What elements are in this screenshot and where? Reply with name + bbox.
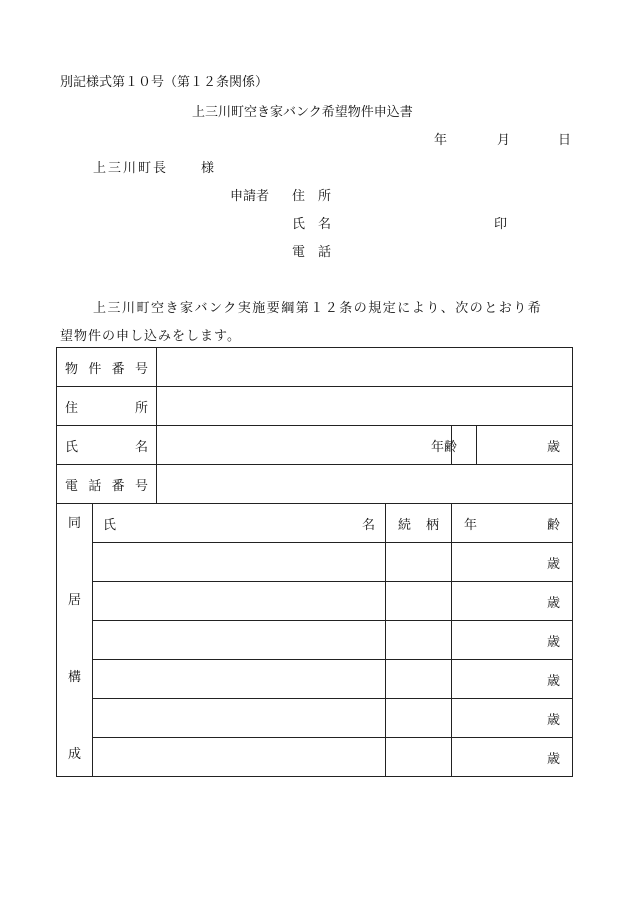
household-age-char: 齢 bbox=[547, 517, 561, 533]
household-relation-field[interactable] bbox=[386, 738, 452, 777]
applicant-name-label: 氏 名 bbox=[292, 217, 332, 232]
row-address bbox=[57, 387, 573, 426]
household-name-field[interactable] bbox=[93, 621, 386, 660]
address-char: 住 bbox=[65, 400, 79, 416]
household-name-field[interactable] bbox=[93, 660, 386, 699]
household-age-field[interactable]: 歳 bbox=[452, 543, 573, 582]
date-day: 日 bbox=[558, 133, 572, 148]
household-char: 成 bbox=[67, 747, 81, 762]
household-row bbox=[57, 621, 573, 660]
address-field[interactable] bbox=[157, 387, 573, 426]
form-reference: 別記様式第１０号（第１２条関係） bbox=[60, 75, 269, 90]
application-table bbox=[56, 347, 573, 777]
household-relation-field[interactable] bbox=[386, 660, 452, 699]
age-field[interactable]: 歳 bbox=[477, 426, 573, 465]
household-row bbox=[57, 660, 573, 699]
household-row bbox=[57, 582, 573, 621]
row-household-header bbox=[57, 504, 573, 543]
household-relation-field[interactable] bbox=[386, 699, 452, 738]
address-char: 所 bbox=[134, 400, 148, 416]
addressee: 上三川町長 bbox=[93, 161, 169, 176]
household-name-field[interactable] bbox=[93, 738, 386, 777]
household-row bbox=[57, 543, 573, 582]
row-property-number bbox=[57, 348, 573, 387]
household-name-char: 名 bbox=[361, 517, 375, 533]
date-year: 年 bbox=[434, 133, 448, 148]
row-phone-number bbox=[57, 465, 573, 504]
name-field[interactable] bbox=[157, 426, 452, 465]
household-name-char: 氏 bbox=[103, 517, 117, 533]
property-number-char: 番 bbox=[111, 361, 125, 377]
household-age-char: 年 bbox=[464, 517, 478, 533]
phone-number-field[interactable] bbox=[157, 465, 573, 504]
household-label bbox=[57, 504, 93, 777]
row-name bbox=[57, 426, 573, 465]
body-text-line1: 上三川町空き家バンク実施要綱第１２条の規定により、次のとおり希 bbox=[93, 301, 543, 316]
date-month: 月 bbox=[497, 133, 511, 148]
document-title: 上三川町空き家バンク希望物件申込書 bbox=[192, 105, 413, 120]
property-number-field[interactable] bbox=[157, 348, 573, 387]
phone-number-char: 番 bbox=[111, 478, 125, 494]
household-char: 同 bbox=[67, 516, 81, 531]
household-age-field[interactable]: 歳 bbox=[452, 582, 573, 621]
household-row bbox=[57, 738, 573, 777]
property-number-char: 号 bbox=[134, 361, 148, 377]
household-char: 居 bbox=[67, 593, 81, 608]
name-char: 氏 bbox=[65, 439, 79, 455]
relation-char: 柄 bbox=[425, 517, 439, 533]
household-row bbox=[57, 699, 573, 738]
household-age-field[interactable]: 歳 bbox=[452, 699, 573, 738]
property-number-char: 件 bbox=[88, 361, 102, 377]
phone-number-char: 話 bbox=[88, 478, 102, 494]
household-relation-field[interactable] bbox=[386, 543, 452, 582]
phone-number-char: 号 bbox=[134, 478, 148, 494]
body-text-line2: 望物件の申し込みをします。 bbox=[60, 329, 241, 344]
name-char: 名 bbox=[134, 439, 148, 455]
household-age-field[interactable]: 歳 bbox=[452, 660, 573, 699]
property-number-char: 物 bbox=[65, 361, 79, 377]
applicant-phone-label: 電 話 bbox=[292, 245, 332, 260]
phone-number-char: 電 bbox=[65, 478, 79, 494]
household-name-field[interactable] bbox=[93, 582, 386, 621]
addressee-honorific: 様 bbox=[201, 161, 215, 176]
household-name-field[interactable] bbox=[93, 699, 386, 738]
age-label: 年齢 bbox=[452, 426, 477, 465]
relation-char: 続 bbox=[398, 517, 412, 533]
household-relation-field[interactable] bbox=[386, 582, 452, 621]
seal-mark: 印 bbox=[494, 217, 508, 232]
household-age-field[interactable]: 歳 bbox=[452, 621, 573, 660]
household-relation-field[interactable] bbox=[386, 621, 452, 660]
household-char: 構 bbox=[67, 670, 81, 685]
household-name-field[interactable] bbox=[93, 543, 386, 582]
applicant-label: 申請者 bbox=[230, 189, 270, 204]
household-age-field[interactable]: 歳 bbox=[452, 738, 573, 777]
applicant-address-label: 住 所 bbox=[292, 189, 332, 204]
